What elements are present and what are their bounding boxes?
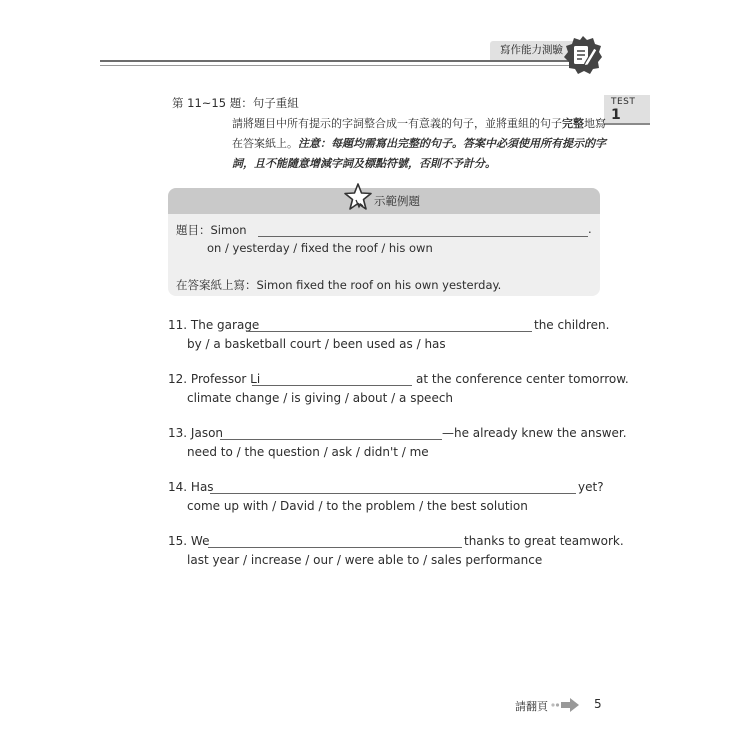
page-number: 5: [594, 697, 602, 711]
example-header: [168, 188, 600, 214]
instruction-text-1: 請將題目中所有提示的字詞整合成一有意義的句子，並將重組的句子: [232, 117, 562, 130]
question-words: need to / the question / ask / didn't / me: [187, 445, 429, 459]
question-start: 11. The garage: [168, 318, 260, 332]
question-words: last year / increase / our / were able to / sales performance: [187, 553, 543, 567]
example-answer-line: [258, 236, 588, 237]
question-end: —he already knew the answer.: [442, 426, 627, 440]
answer-line: [220, 439, 442, 440]
question-start: 15. We: [168, 534, 210, 548]
section-label: 寫作能力測驗: [490, 41, 582, 60]
star-icon: [342, 182, 374, 212]
question-words: by / a basketball court / been used as / has: [187, 337, 446, 351]
question-words: climate change / is giving / about / a speech: [187, 391, 454, 405]
question-end: at the conference center tomorrow.: [416, 372, 629, 386]
question-start: 13. Jason: [168, 426, 224, 440]
pencil-paper-icon: [563, 35, 603, 75]
arrow-right-icon: [550, 697, 580, 713]
instruction-emphasis: 注意：每題均需寫出完整的句子。答案中必須使用所有提示的字詞，且不能隨意增減字詞及標點符號，否則不予計分。: [232, 137, 606, 170]
question-words: come up with / David / to the problem / the best solution: [187, 499, 528, 513]
question-start: 14. Has: [168, 480, 214, 494]
question-end: yet?: [578, 480, 604, 494]
section-title: 第 11~15 題：句子重組: [172, 96, 299, 110]
test-tab-label: TEST: [611, 97, 636, 107]
example-answer: 在答案紙上寫：Simon fixed the roof on his own yesterday.: [176, 278, 502, 292]
question-end: the children.: [534, 318, 610, 332]
question-end: thanks to great teamwork.: [464, 534, 624, 548]
example-title: 示範例題: [374, 194, 420, 208]
example-words: on / yesterday / fixed the roof / his own: [207, 241, 433, 255]
instructions: [232, 114, 612, 174]
header-rule: [100, 60, 570, 66]
answer-line: [210, 493, 576, 494]
question-start: 12. Professor Li: [168, 372, 261, 386]
answer-line: [252, 385, 412, 386]
example-question-end: .: [588, 222, 592, 236]
example-question: 題目：Simon: [176, 223, 247, 237]
instruction-bold: 完整: [562, 117, 584, 130]
answer-line: [246, 331, 532, 332]
test-tab-number: 1: [611, 107, 621, 123]
instruction-text-2: 地寫在答案紙上。: [232, 117, 606, 150]
answer-line: [208, 547, 462, 548]
turn-page-label: 請翻頁: [515, 700, 548, 713]
